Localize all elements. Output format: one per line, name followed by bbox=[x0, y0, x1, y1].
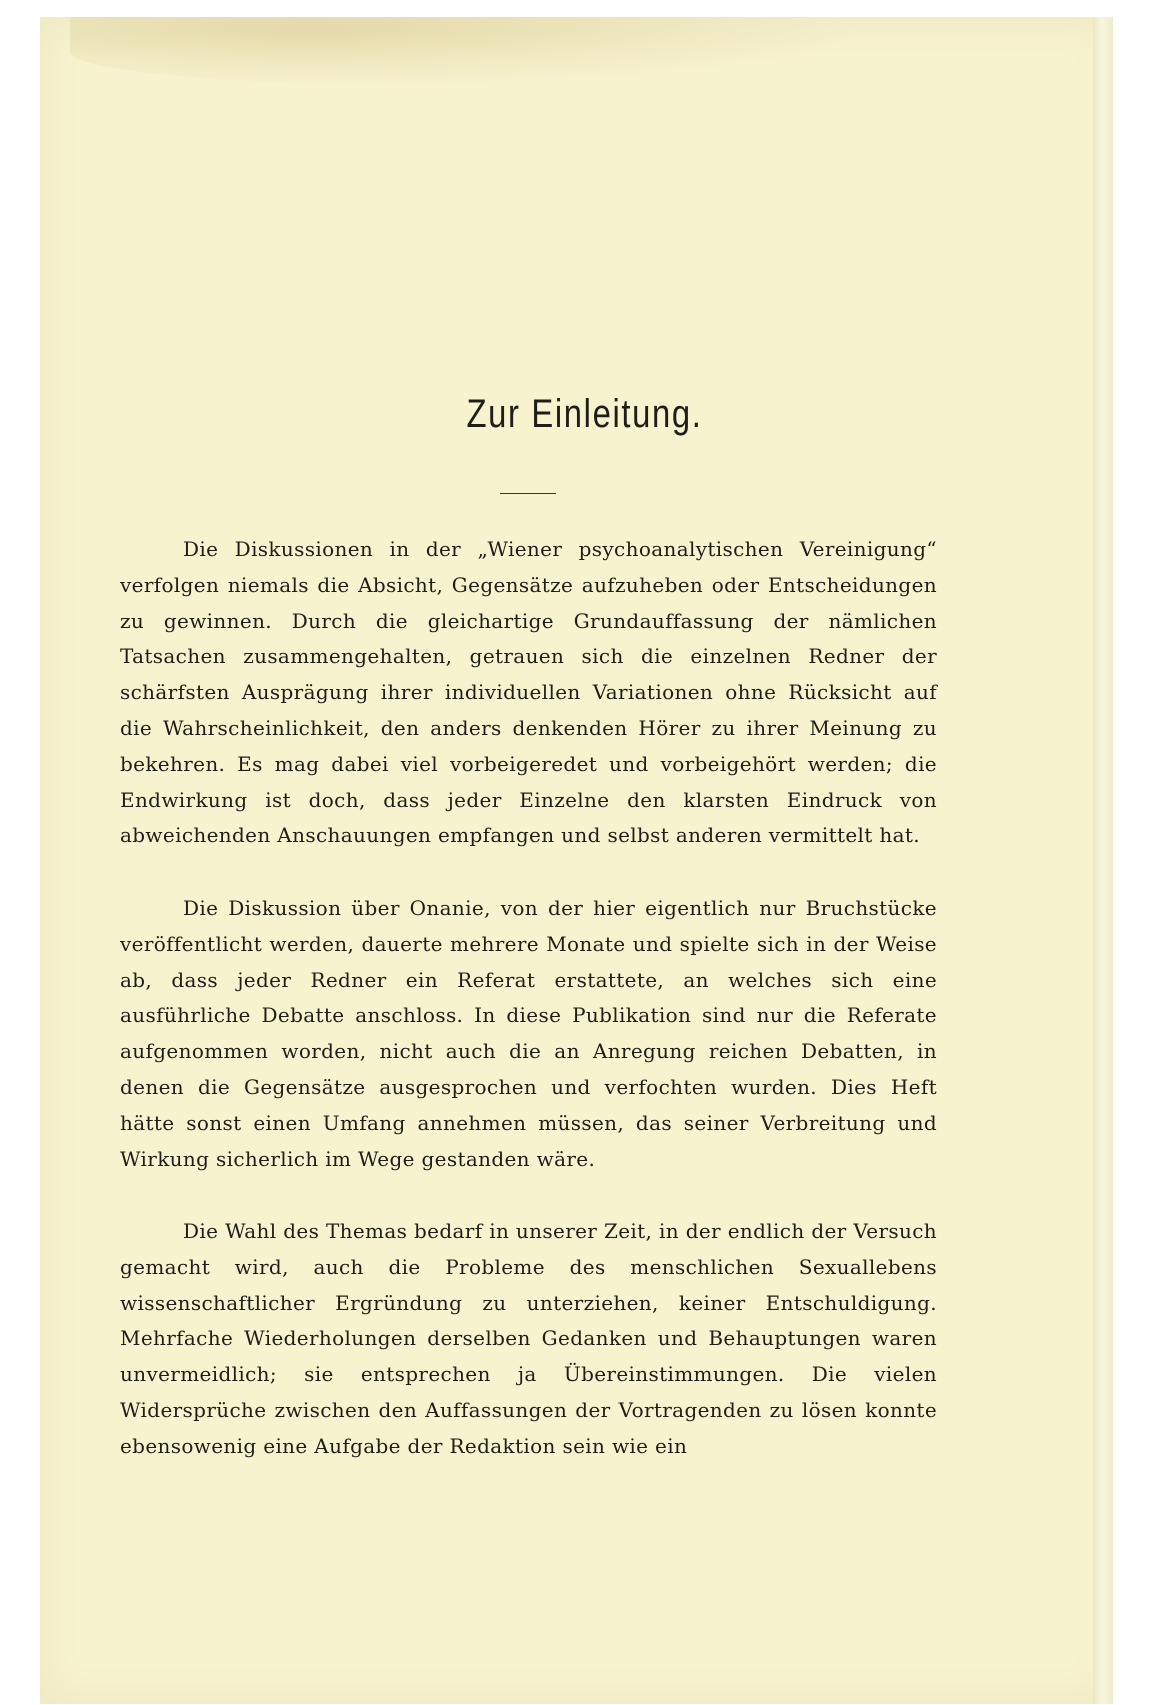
title-divider bbox=[500, 493, 556, 494]
page-edge bbox=[1093, 17, 1113, 1704]
paragraph-2: Die Diskussion über Onanie, von der hier eigentlich nur Bruchstücke veröffentlicht werden, dauerte mehrere Monate und spielte sich in der Weise ab, dass jeder Redner ein Referat erstattete, an welches sich eine ausführliche Debatte anschloss. In diese Publikation sind nur die Referate aufgenommen worden, nicht auch die an Anregung reichen Debatten, in denen die Gegensätze ausgesprochen und verfochten wurden. Dies Heft hätte sonst einen Umfang annehmen müssen, das seiner Verbreitung und Wirkung sicherlich im Wege gestanden wäre. bbox=[120, 896, 937, 1171]
paper-stain bbox=[70, 17, 870, 87]
paragraph-3: Die Wahl des Themas bedarf in unserer Zeit, in der endlich der Versuch gemacht wird, auch die Probleme des menschlichen Sexuallebens wissenschaftlicher Ergründung zu unterziehen, keiner Entschuldigung. Mehrfache Wiederholungen derselben Gedanken und Behauptungen waren unvermeidlich; sie entsprechen ja Übereinstimmungen. Die vielen Widersprüche zwischen den Auffassungen der Vortragenden zu lösen konnte ebensowenig eine Aufgabe der Redaktion sein wie ein bbox=[120, 1219, 937, 1458]
page-title: Zur Einleitung. bbox=[466, 392, 703, 436]
paragraph-1: Die Diskussionen in der „Wiener psychoanalytischen Vereinigung“ verfolgen niemals die Absicht, Gegensätze aufzuheben oder Entscheidungen zu gewinnen. Durch die gleichartige Grundauffassung der nämlichen Tatsachen zusammengehalten, getrauen sich die einzelnen Redner der schärfsten Ausprägung ihrer individuellen Variationen ohne Rücksicht auf die Wahrscheinlichkeit, den anders denkenden Hörer zu ihrer Meinung zu bekehren. Es mag dabei viel vorbeigeredet und vorbeigehört werden; die Endwirkung ist doch, dass jeder Einzelne den klarsten Eindruck von abweichenden Anschauungen empfangen und selbst anderen vermittelt hat. bbox=[120, 537, 937, 848]
